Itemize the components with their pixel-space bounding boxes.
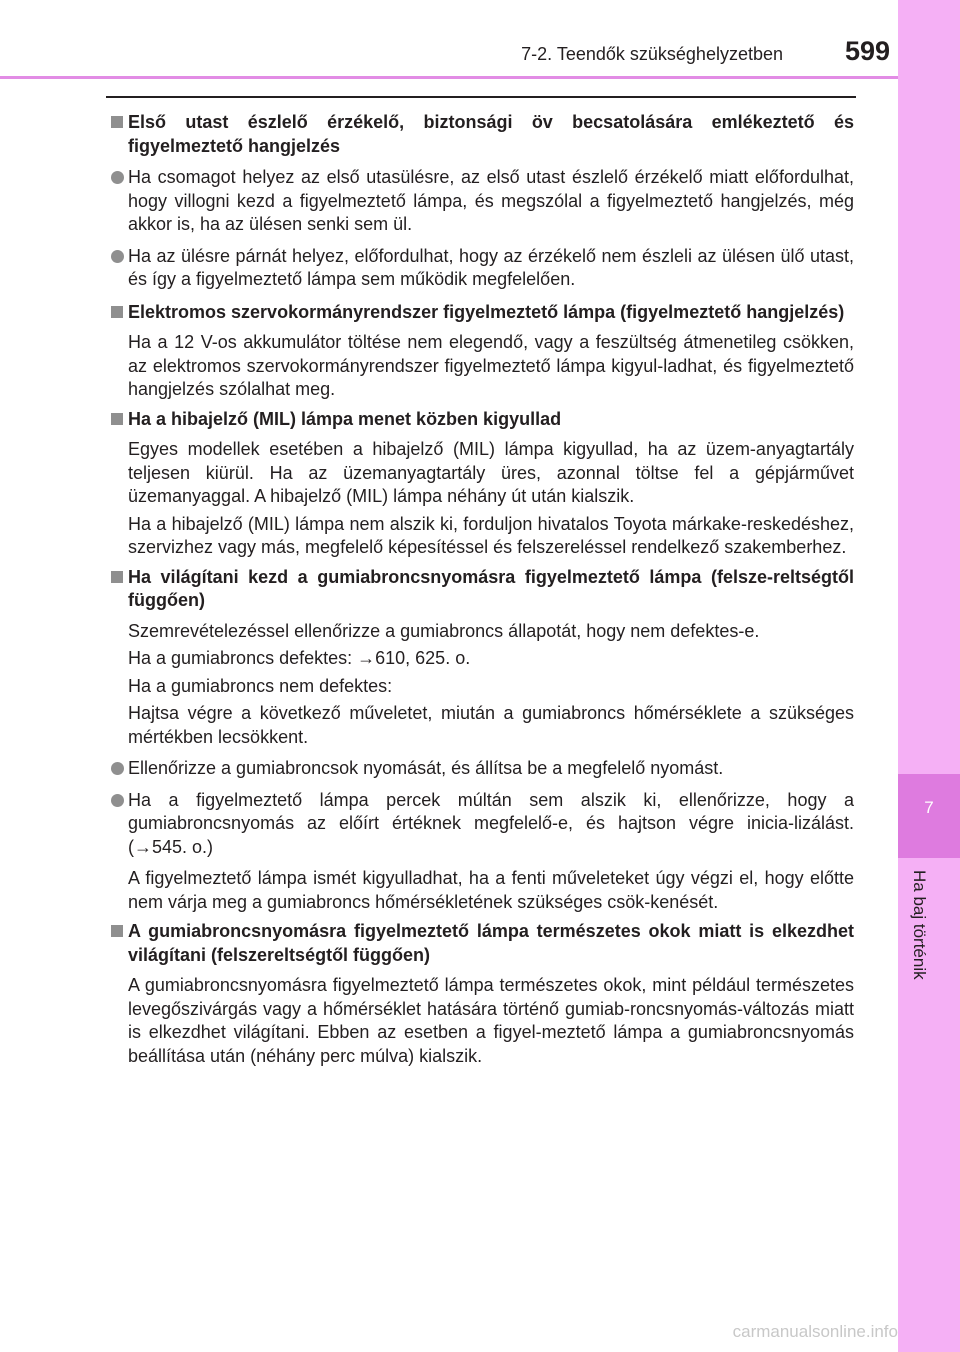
bullet-text: Ha az ülésre párnát helyez, előfordulhat, hogy az érzékelő nem észleli az ülésen ülő utast, és így a figyelmeztető lámpa sem működik megfelelően. [128, 245, 854, 289]
paragraph: A figyelmeztető lámpa ismét kigyulladhat, ha a fenti műveleteket úgy végzi el, hogy előtte nem várja meg a gumiabroncs hőmérsékletének szükséges csök-kenését. [128, 868, 854, 912]
chapter-name: Ha baj történik [910, 870, 929, 980]
bullet-text: Ha a figyelmeztető lámpa percek múltán sem alszik ki, ellenőrizze, hogy a gumiabroncsnyomás az előírt értéknek megfelelő-e, és hajtson végre inicia-lizálást. (→545. o.) [128, 789, 854, 857]
header-divider [0, 76, 898, 79]
circle-bullet-icon [111, 250, 124, 263]
section-heading [106, 301, 854, 325]
chapter-number: 7 [924, 798, 934, 817]
header-chapter-title: 7-2. Teendők szükséghelyzetben [521, 44, 783, 64]
chapter-side-tab [898, 0, 960, 1352]
square-bullet-icon [111, 306, 123, 318]
paragraph: Egyes modellek esetében a hibajelző (MIL) lámpa kigyullad, ha az üzem-anyagtartály teljesen kiürül. Ha az üzemanyagtartály üres, azonnal töltse fel a gépjárművet üzemanyaggal. A hibajelző (MIL) lámpa néhány út után kialszik. [128, 439, 854, 506]
paragraph: Hajtsa végre a következő műveletet, miután a gumiabroncs hőmérséklete a szükséges mértékben lecsökkent. [128, 703, 854, 747]
paragraph: A gumiabroncsnyomásra figyelmeztető lámpa természetes okok, mint például természetes levegőszivárgás vagy a hőmérséklet hatására történő gumiab-roncsnyomás-változás miatt is elkezdhet világítani. Ebben az esetben a figyel-meztető lámpa a gumiabroncsnyomás beállítása után (néhány perc múlva) kialszik. [128, 975, 854, 1066]
bullet-item [106, 757, 854, 781]
section-heading [106, 920, 854, 967]
section-heading-text: Ha a hibajelző (MIL) lámpa menet közben kigyullad [128, 408, 562, 429]
section-heading-text: Ha világítani kezd a gumiabroncsnyomásra figyelmeztető lámpa (felsze-reltségtől függően) [128, 566, 854, 610]
square-bullet-icon [111, 925, 123, 937]
circle-bullet-icon [111, 171, 124, 184]
paragraph: Ha a gumiabroncs nem defektes: [128, 675, 393, 696]
paragraph: Ha a gumiabroncs defektes: →610, 625. o. [128, 648, 471, 668]
circle-bullet-icon [111, 794, 124, 807]
bullet-text: Ellenőrizze a gumiabroncsok nyomását, és állítsa be a megfelelő nyomást. [128, 758, 724, 778]
circle-bullet-icon [111, 762, 124, 775]
section-heading [106, 111, 854, 158]
content-top-rule [106, 96, 856, 98]
paragraph: Ha a hibajelző (MIL) lámpa nem alszik ki, forduljon hivatalos Toyota márkake-reskedéshez, szervizhez vagy más, megfelelő képesítéssel és felszereléssel rendelkező szakemberhez. [128, 513, 854, 557]
bullet-item [106, 166, 854, 237]
bullet-text: Ha csomagot helyez az első utasülésre, az első utast észlelő érzékelő miatt előfordulhat, hogy villogni kezd a figyelmeztető lámpa, és megszólal a figyelmeztető hangjelzés, még akkor is, ha az ülésen senki sem ül. [128, 167, 854, 234]
paragraph: Ha a 12 V-os akkumulátor töltése nem elegendő, vagy a feszültség átmenetileg csökken, az elektromos szervokormányrendszer figyelmeztető lámpa kigyul-ladhat, és figyelmeztető hangjelzés szólalhat meg. [128, 332, 854, 399]
section-heading-text: Első utast észlelő érzékelő, biztonsági öv becsatolására emlékeztető és figyelmeztető hangjelzés [128, 112, 854, 156]
bullet-item [106, 789, 854, 860]
section-heading [106, 566, 854, 613]
page-number: 599 [844, 36, 890, 66]
square-bullet-icon [111, 571, 123, 583]
square-bullet-icon [111, 413, 123, 425]
square-bullet-icon [111, 116, 123, 128]
section-heading-text: Elektromos szervokormányrendszer figyelmeztető lámpa (figyelmeztető hangjelzés) [128, 301, 845, 322]
bullet-item [106, 245, 854, 292]
section-heading [106, 408, 854, 432]
section-heading-text: A gumiabroncsnyomásra figyelmeztető lámpa természetes okok miatt is elkezdhet világítani (felszereltségtől függően) [128, 921, 854, 965]
paragraph: Szemrevételezéssel ellenőrizze a gumiabroncs állapotát, hogy nem defektes-e. [128, 620, 760, 641]
watermark: carmanualsonline.info [732, 1322, 898, 1341]
page-content [106, 106, 854, 1068]
